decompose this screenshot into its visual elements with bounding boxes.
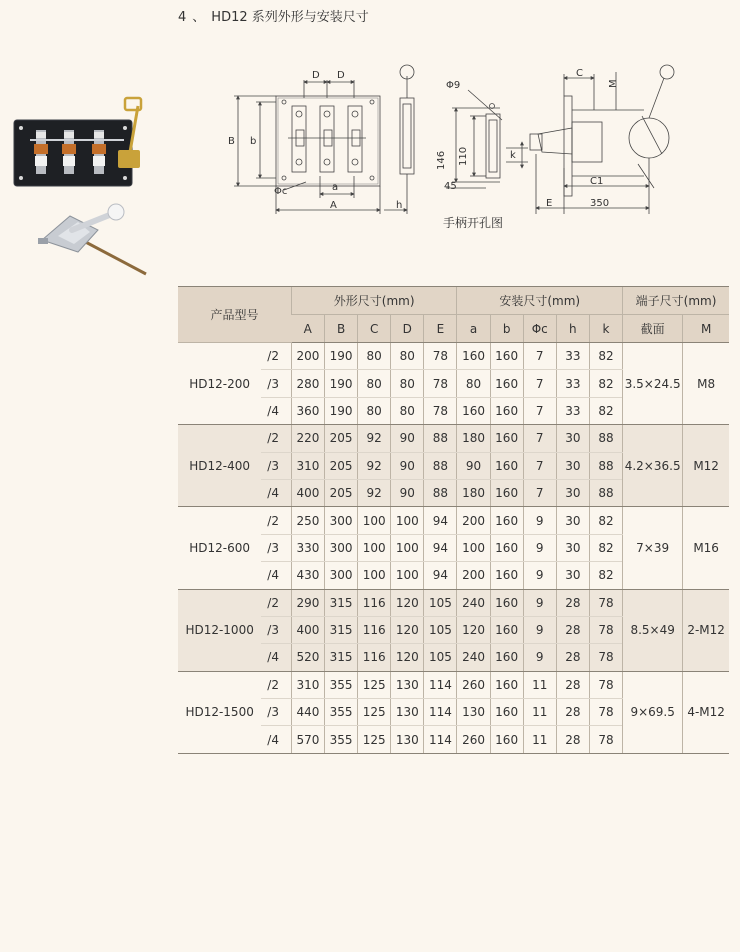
cell-A: 570 (291, 726, 324, 753)
variant-cell: /2 (261, 425, 291, 452)
terminal-section: 8.5×49 (623, 589, 683, 671)
table-row (178, 507, 729, 534)
header-col-a: a (457, 315, 490, 343)
cell-h: 30 (556, 562, 589, 589)
cell-b: 160 (490, 699, 523, 726)
header-col-E: E (424, 315, 457, 343)
label-C1: C1 (590, 176, 604, 187)
cell-B: 190 (325, 370, 358, 397)
cell-B: 205 (325, 479, 358, 506)
cell-C: 92 (358, 479, 391, 506)
cell-A: 430 (291, 562, 324, 589)
header-col-k: k (589, 315, 622, 343)
cell-phi-c: 7 (523, 479, 556, 506)
cell-h: 30 (556, 479, 589, 506)
cell-E: 114 (424, 671, 457, 698)
variant-cell: /3 (261, 534, 291, 561)
product-photo-handle (38, 200, 150, 282)
table-row (178, 671, 729, 698)
cell-a: 180 (457, 425, 490, 452)
cell-k: 78 (589, 644, 622, 671)
label-110: 110 (458, 146, 469, 166)
cell-E: 78 (424, 370, 457, 397)
cell-E: 105 (424, 616, 457, 643)
terminal-m: M12 (683, 425, 729, 507)
cell-a: 160 (457, 397, 490, 424)
cell-h: 30 (556, 507, 589, 534)
label-M: M (608, 79, 619, 88)
cell-B: 300 (325, 507, 358, 534)
cell-B: 355 (325, 671, 358, 698)
side-view-plate (564, 96, 572, 196)
cell-b: 160 (490, 644, 523, 671)
cell-k: 78 (589, 671, 622, 698)
cell-C: 100 (358, 507, 391, 534)
variant-cell: /4 (261, 726, 291, 753)
model-group (178, 671, 729, 753)
label-k: k (510, 150, 516, 161)
pole-assemblies (288, 106, 366, 172)
cell-D: 90 (391, 479, 424, 506)
cell-E: 88 (424, 479, 457, 506)
cell-C: 100 (358, 562, 391, 589)
cell-b: 160 (490, 452, 523, 479)
cell-E: 78 (424, 397, 457, 424)
cell-h: 28 (556, 699, 589, 726)
spec-table (178, 286, 729, 754)
cell-E: 94 (424, 562, 457, 589)
cell-D: 130 (391, 699, 424, 726)
cell-a: 240 (457, 589, 490, 616)
cell-phi-c: 9 (523, 562, 556, 589)
cell-phi-c: 7 (523, 425, 556, 452)
header-col-b: b (490, 315, 523, 343)
variant-cell: /3 (261, 616, 291, 643)
section-heading (178, 6, 369, 25)
terminal-m: 2-M12 (683, 589, 729, 671)
table-row (178, 589, 729, 616)
label-350: 350 (590, 198, 610, 209)
cell-E: 94 (424, 507, 457, 534)
header-col-phi-c: Φc (523, 315, 556, 343)
cell-k: 78 (589, 699, 622, 726)
label-phi9: Φ9 (446, 80, 461, 91)
variant-cell: /3 (261, 370, 291, 397)
cell-h: 33 (556, 370, 589, 397)
cell-phi-c: 9 (523, 616, 556, 643)
label-146: 146 (436, 150, 447, 170)
header-terminal: 端子尺寸(mm) (623, 287, 729, 315)
table-row (178, 425, 729, 452)
variant-cell: /2 (261, 507, 291, 534)
cell-phi-c: 9 (523, 507, 556, 534)
cell-B: 300 (325, 562, 358, 589)
header-col-M: M (683, 315, 729, 343)
cell-k: 82 (589, 397, 622, 424)
cell-D: 120 (391, 616, 424, 643)
cell-a: 90 (457, 452, 490, 479)
cell-A: 520 (291, 644, 324, 671)
drawing-caption: 手柄开孔图 (443, 216, 504, 230)
cell-D: 100 (391, 507, 424, 534)
header-col-D: D (391, 315, 424, 343)
cell-b: 160 (490, 507, 523, 534)
cell-h: 30 (556, 452, 589, 479)
cell-C: 80 (358, 370, 391, 397)
cell-B: 355 (325, 726, 358, 753)
cell-phi-c: 11 (523, 726, 556, 753)
cell-phi-c: 7 (523, 343, 556, 370)
cell-D: 80 (391, 343, 424, 370)
cell-A: 440 (291, 699, 324, 726)
cell-phi-c: 11 (523, 671, 556, 698)
variant-cell: /2 (261, 671, 291, 698)
cell-k: 88 (589, 452, 622, 479)
cell-a: 80 (457, 370, 490, 397)
terminal-section: 4.2×36.5 (623, 425, 683, 507)
cell-k: 88 (589, 479, 622, 506)
label-a: a (332, 182, 339, 193)
header-col-h: h (556, 315, 589, 343)
label-b: b (250, 136, 257, 147)
label-D2: D (337, 70, 345, 81)
cell-phi-c: 9 (523, 644, 556, 671)
cell-a: 100 (457, 534, 490, 561)
terminal-m: M8 (683, 343, 729, 425)
section-title: HD12 系列外形与安装尺寸 (211, 10, 369, 25)
model-group (178, 589, 729, 671)
cell-k: 78 (589, 616, 622, 643)
section-number: 4 (178, 10, 187, 25)
variant-cell: /3 (261, 699, 291, 726)
cell-E: 114 (424, 726, 457, 753)
cell-k: 82 (589, 562, 622, 589)
product-photo-switch (12, 96, 147, 194)
label-45: 45 (444, 181, 457, 192)
header-col-A: A (291, 315, 324, 343)
cell-A: 220 (291, 425, 324, 452)
cell-a: 160 (457, 343, 490, 370)
cell-A: 330 (291, 534, 324, 561)
cell-b: 160 (490, 726, 523, 753)
section-separator: 、 (192, 10, 206, 25)
cell-b: 160 (490, 343, 523, 370)
model-name: HD12-400 (178, 425, 261, 507)
cell-k: 82 (589, 343, 622, 370)
cell-B: 300 (325, 534, 358, 561)
model-name: HD12-600 (178, 507, 261, 589)
model-group (178, 425, 729, 507)
label-A: A (330, 200, 337, 211)
cell-h: 30 (556, 425, 589, 452)
cell-phi-c: 9 (523, 589, 556, 616)
cell-B: 315 (325, 644, 358, 671)
cell-C: 92 (358, 452, 391, 479)
cell-A: 360 (291, 397, 324, 424)
cell-b: 160 (490, 534, 523, 561)
header-install: 安装尺寸(mm) (457, 287, 623, 315)
cell-a: 120 (457, 616, 490, 643)
header-outline: 外形尺寸(mm) (291, 287, 457, 315)
cell-D: 120 (391, 644, 424, 671)
cell-D: 130 (391, 671, 424, 698)
cell-D: 130 (391, 726, 424, 753)
cell-b: 160 (490, 370, 523, 397)
cell-D: 100 (391, 534, 424, 561)
cell-D: 100 (391, 562, 424, 589)
label-B: B (228, 136, 235, 147)
cell-B: 355 (325, 699, 358, 726)
header-col-B: B (325, 315, 358, 343)
cell-A: 280 (291, 370, 324, 397)
cell-C: 80 (358, 343, 391, 370)
cell-h: 28 (556, 589, 589, 616)
dimension-drawing (224, 58, 680, 214)
cell-D: 90 (391, 425, 424, 452)
cell-a: 130 (457, 699, 490, 726)
cell-b: 160 (490, 562, 523, 589)
terminal-section: 7×39 (623, 507, 683, 589)
cell-b: 160 (490, 397, 523, 424)
cell-B: 315 (325, 616, 358, 643)
cell-B: 205 (325, 452, 358, 479)
cell-b: 160 (490, 479, 523, 506)
cell-C: 125 (358, 726, 391, 753)
cell-a: 200 (457, 562, 490, 589)
handle-hole-view (486, 114, 500, 178)
label-D1: D (312, 70, 320, 81)
cell-D: 120 (391, 589, 424, 616)
model-name: HD12-1000 (178, 589, 261, 671)
cell-h: 33 (556, 343, 589, 370)
cell-k: 78 (589, 726, 622, 753)
cell-A: 310 (291, 671, 324, 698)
header-col-section: 截面 (623, 315, 683, 343)
cell-A: 200 (291, 343, 324, 370)
variant-cell: /3 (261, 452, 291, 479)
cell-k: 82 (589, 370, 622, 397)
terminal-section: 3.5×24.5 (623, 343, 683, 425)
cell-C: 92 (358, 425, 391, 452)
cell-E: 114 (424, 699, 457, 726)
table-row (178, 343, 729, 370)
cell-C: 125 (358, 699, 391, 726)
cell-k: 82 (589, 534, 622, 561)
label-phi-c: Φc (274, 186, 288, 197)
cell-B: 190 (325, 397, 358, 424)
cell-E: 88 (424, 425, 457, 452)
cell-B: 190 (325, 343, 358, 370)
cell-C: 100 (358, 534, 391, 561)
cell-h: 28 (556, 671, 589, 698)
cell-phi-c: 7 (523, 452, 556, 479)
label-C: C (576, 68, 583, 79)
cell-b: 160 (490, 425, 523, 452)
cell-D: 80 (391, 370, 424, 397)
cell-C: 116 (358, 644, 391, 671)
variant-cell: /4 (261, 562, 291, 589)
model-group (178, 507, 729, 589)
cell-E: 105 (424, 589, 457, 616)
terminal-m: M16 (683, 507, 729, 589)
cell-phi-c: 9 (523, 534, 556, 561)
model-name: HD12-200 (178, 343, 261, 425)
cell-h: 30 (556, 534, 589, 561)
variant-cell: /4 (261, 644, 291, 671)
cell-C: 116 (358, 616, 391, 643)
cell-C: 116 (358, 589, 391, 616)
cell-C: 125 (358, 671, 391, 698)
cell-E: 78 (424, 343, 457, 370)
cell-a: 240 (457, 644, 490, 671)
cell-k: 82 (589, 507, 622, 534)
cell-D: 80 (391, 397, 424, 424)
cell-b: 160 (490, 616, 523, 643)
cell-h: 28 (556, 616, 589, 643)
cell-a: 260 (457, 671, 490, 698)
variant-cell: /4 (261, 479, 291, 506)
cell-h: 33 (556, 397, 589, 424)
label-h: h (396, 200, 403, 211)
cell-k: 88 (589, 425, 622, 452)
cell-E: 94 (424, 534, 457, 561)
cell-E: 105 (424, 644, 457, 671)
cell-C: 80 (358, 397, 391, 424)
cell-A: 310 (291, 452, 324, 479)
header-model: 产品型号 (178, 287, 291, 343)
cell-phi-c: 11 (523, 699, 556, 726)
variant-cell: /4 (261, 397, 291, 424)
terminal-m: 4-M12 (683, 671, 729, 753)
cell-D: 90 (391, 452, 424, 479)
cell-B: 315 (325, 589, 358, 616)
cell-h: 28 (556, 644, 589, 671)
cell-a: 200 (457, 507, 490, 534)
model-group (178, 343, 729, 425)
variant-cell: /2 (261, 343, 291, 370)
cell-A: 400 (291, 616, 324, 643)
cell-a: 260 (457, 726, 490, 753)
cell-A: 250 (291, 507, 324, 534)
cell-phi-c: 7 (523, 370, 556, 397)
cell-h: 28 (556, 726, 589, 753)
cell-k: 78 (589, 589, 622, 616)
cell-b: 160 (490, 589, 523, 616)
label-E: E (546, 198, 553, 209)
cell-phi-c: 7 (523, 397, 556, 424)
cell-b: 160 (490, 671, 523, 698)
front-handle (400, 98, 414, 174)
terminal-section: 9×69.5 (623, 671, 683, 753)
cell-A: 290 (291, 589, 324, 616)
variant-cell: /2 (261, 589, 291, 616)
cell-A: 400 (291, 479, 324, 506)
cell-E: 88 (424, 452, 457, 479)
cell-a: 180 (457, 479, 490, 506)
cell-B: 205 (325, 425, 358, 452)
model-name: HD12-1500 (178, 671, 261, 753)
header-col-C: C (358, 315, 391, 343)
